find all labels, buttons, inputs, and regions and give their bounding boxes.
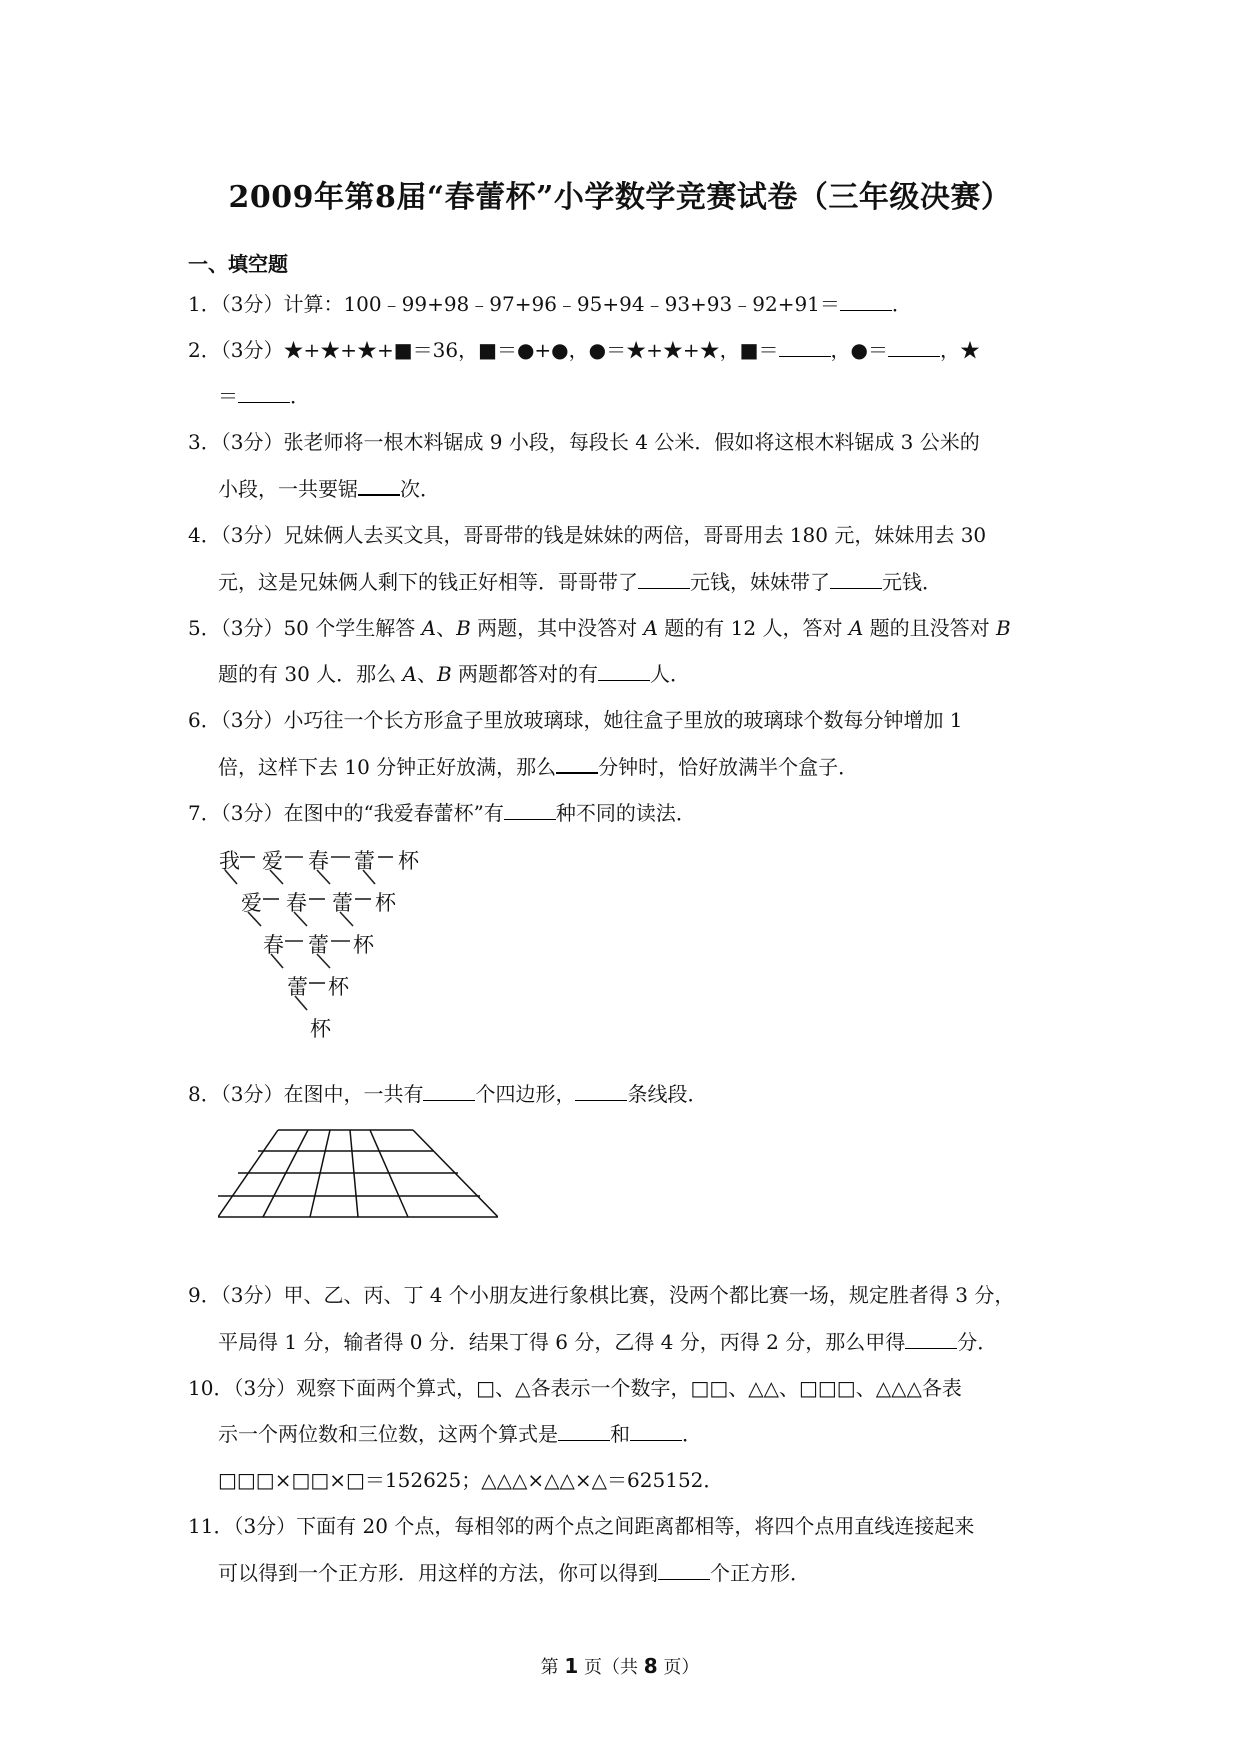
question-text: 倍，这样下去 10 分钟正好放满，那么 (218, 755, 557, 779)
answer-blank (504, 801, 556, 820)
question-text: ，★ (939, 338, 980, 362)
answer-blank (358, 476, 400, 496)
answer-blank (558, 1422, 610, 1441)
answer-blank (888, 338, 940, 357)
question-7 (188, 799, 696, 827)
question-text: 题的且没答对 (863, 616, 997, 640)
question-text: 1．（3分）计算：100﹣99+98﹣97+96﹣95+94﹣93+93﹣92+91＝ (188, 292, 840, 316)
answer-blank (638, 570, 690, 589)
question-text-end: 个正方形． (710, 1561, 810, 1585)
question-3 (188, 428, 980, 456)
figure-char: 杯 (375, 891, 396, 915)
question-text: 、 (436, 616, 457, 640)
footer-text: 页） (663, 1657, 700, 1678)
question-text: 元，这是兄妹俩人剩下的钱正好相等．哥哥带了 (218, 570, 638, 594)
figure-char: 杯 (328, 975, 349, 999)
answer-blank (238, 384, 290, 403)
answer-blank (779, 338, 831, 357)
question-8 (188, 1080, 707, 1108)
question-text-end: 分． (957, 1330, 998, 1354)
question-text: 两题，其中没答对 (470, 616, 644, 640)
question-text: 2．（3分）★+★+★+■＝36，■＝●+●，●＝★+★+★，■＝ (188, 338, 779, 362)
footer-text: 第 (540, 1657, 559, 1678)
variable-a: A (402, 662, 417, 686)
figure-char: 春 (263, 933, 284, 957)
question-text: 示一个两位数和三位数，这两个算式是 (218, 1422, 558, 1446)
question-text: 可以得到一个正方形．用这样的方法，你可以得到 (218, 1561, 658, 1585)
question-text: 两题都答对的有 (451, 662, 599, 686)
answer-blank (830, 570, 882, 589)
question-text: 7．（3分）在图中的“我爱春蕾杯”有 (188, 801, 504, 825)
figure-char: 春 (286, 891, 307, 915)
question-10-cont (218, 1420, 702, 1448)
total-pages: 8 (643, 1654, 658, 1678)
question-2-cont (218, 382, 310, 410)
question-text: 4．（3分）兄妹俩人去买文具，哥哥带的钱是妹妹的两倍，哥哥用去 180 元，妹妹用去 30 (188, 523, 987, 547)
figure-char: 我 (219, 849, 240, 873)
question-5-cont (218, 660, 690, 688)
answer-blank (575, 1082, 627, 1101)
question-11-cont (218, 1559, 810, 1587)
page-title: 2009年第8届“春蕾杯”小学数学竞赛试卷（三年级决赛） (228, 180, 1012, 215)
answer-blank (905, 1330, 957, 1349)
question-text: 元钱，妹妹带了 (690, 570, 830, 594)
question-text: ＝ (218, 384, 238, 408)
trapezoid-grid-figure (218, 1125, 498, 1225)
variable-b: B (436, 662, 452, 686)
question-text: 8．（3分）在图中，一共有 (188, 1082, 424, 1106)
question-text: 9．（3分）甲、乙、丙、丁 4 个小朋友进行象棋比赛，没两个都比赛一场，规定胜者得 3 分， (188, 1283, 1015, 1307)
question-text: 平局得 1 分，输者得 0 分．结果丁得 6 分，乙得 4 分，丙得 2 分，那么甲得 (218, 1330, 906, 1354)
question-5 (188, 614, 1011, 642)
question-11 (188, 1512, 974, 1540)
question-9 (188, 1281, 1014, 1309)
page-footer (0, 1653, 1240, 1679)
question-3-cont (218, 475, 440, 503)
question-6-cont (218, 753, 858, 781)
question-4 (188, 521, 986, 549)
question-6 (188, 706, 963, 734)
figure-char: 杯 (353, 933, 374, 957)
question-2 (188, 336, 980, 364)
figure-char: 爱 (241, 891, 262, 915)
equation-text: □□□×□□×□＝152625；△△△×△△×△＝625152． (218, 1468, 724, 1492)
figure-char: 蕾 (332, 891, 353, 915)
question-10-equations (218, 1466, 723, 1494)
question-text: 和 (610, 1422, 630, 1446)
question-text-end: 种不同的读法． (555, 801, 696, 825)
question-text: ，●＝ (830, 338, 888, 362)
question-text: 题的有 12 人，答对 (657, 616, 849, 640)
answer-blank (630, 1422, 682, 1441)
variable-b: B (456, 616, 471, 640)
figure-char: 春 (308, 849, 329, 873)
question-text: 11．（3分）下面有 20 个点，每相邻的两个点之间距离都相等，将四个点用直线连接起来 (188, 1514, 975, 1538)
variable-a: A (643, 616, 658, 640)
variable-a: A (848, 616, 864, 640)
question-text-end: 分钟时，恰好放满半个盒子． (598, 755, 859, 779)
variable-b: B (996, 616, 1011, 640)
answer-blank (598, 662, 650, 681)
page-number: 1 (564, 1654, 579, 1678)
question-text-end: ． (682, 1422, 702, 1446)
answer-blank (556, 754, 598, 774)
figure-char: 蕾 (287, 975, 308, 999)
question-text: 5．（3分）50 个学生解答 (188, 616, 422, 640)
question-text-end: ． (891, 292, 912, 316)
reading-paths-figure (215, 846, 445, 1046)
answer-blank (658, 1561, 710, 1580)
section-heading: 一、填空题 (188, 252, 288, 276)
question-9-cont (218, 1328, 997, 1356)
question-text: 题的有 30 人．那么 (218, 662, 403, 686)
figure-char: 杯 (398, 849, 419, 873)
question-text-end: 人． (650, 662, 691, 686)
answer-blank (840, 292, 892, 311)
question-text: 10．（3分）观察下面两个算式，□、△各表示一个数字，□□、△△、□□□、△△△各表 (188, 1376, 962, 1400)
question-10 (188, 1374, 962, 1402)
figure-char: 杯 (310, 1017, 331, 1041)
question-text-end: ． (290, 384, 310, 408)
question-text-end: 条线段． (627, 1082, 708, 1106)
figure-char: 蕾 (308, 933, 329, 957)
question-text: 个四边形， (475, 1082, 576, 1106)
question-text: 3．（3分）张老师将一根木料锯成 9 小段，每段长 4 公米．假如将这根木料锯成 3 公米的 (188, 430, 980, 454)
question-text: 小段，一共要锯 (218, 477, 358, 501)
question-text: 6．（3分）小巧往一个长方形盒子里放玻璃球，她往盒子里放的玻璃球个数每分钟增加 1 (188, 708, 963, 732)
answer-blank (423, 1082, 475, 1101)
question-4-cont (218, 568, 942, 596)
question-1 (188, 290, 912, 318)
footer-text: 页（共 (584, 1657, 638, 1678)
question-text: 、 (416, 662, 437, 686)
question-text-end: 元钱． (882, 570, 942, 594)
variable-a: A (421, 616, 437, 640)
question-text-end: 次． (400, 477, 440, 501)
figure-char: 蕾 (354, 849, 375, 873)
figure-char: 爱 (262, 849, 283, 873)
